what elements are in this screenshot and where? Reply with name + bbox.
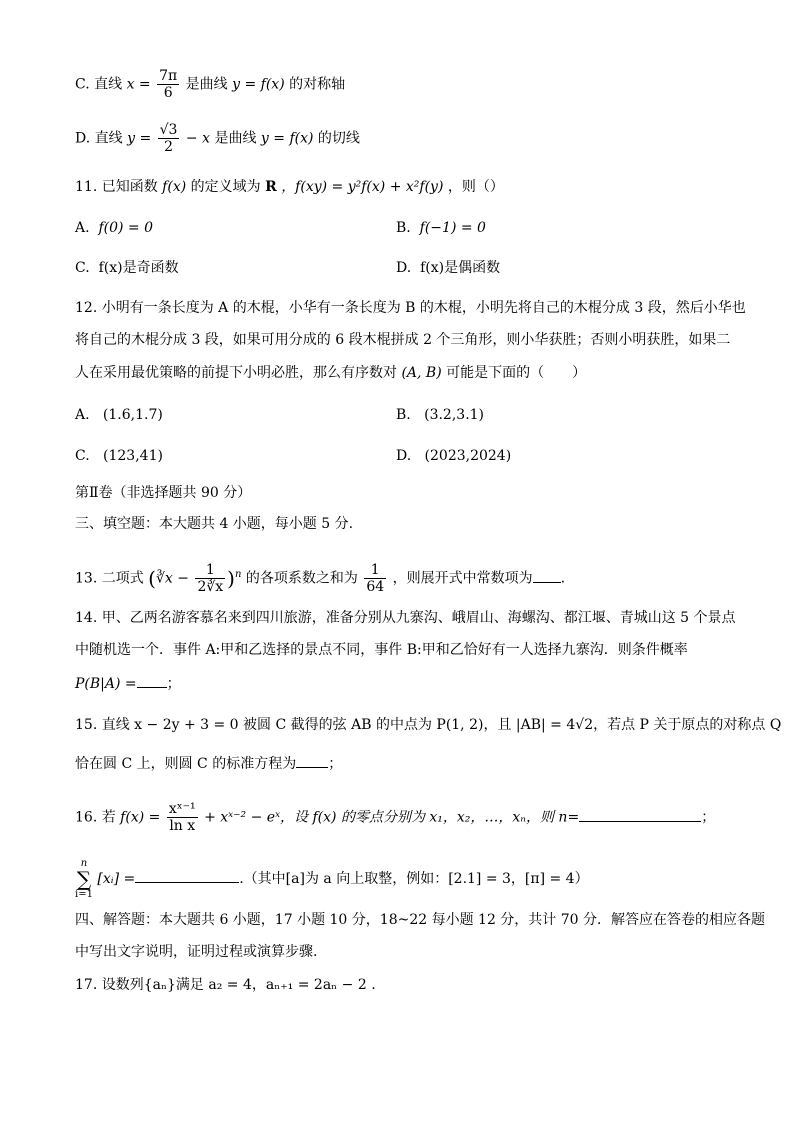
- math-expr: P(B|A) =: [75, 676, 137, 692]
- q14-line1: 14. 甲、乙两名游客慕名来到四川旅游，准备分别从九寨沟、峨眉山、海螺沟、都江堰、青城山这 5 个景点: [75, 610, 736, 626]
- denominator: ln x: [169, 818, 196, 834]
- q16-line2: [75, 858, 589, 900]
- q12-stem-line3: [75, 363, 586, 383]
- stem-text: ；: [328, 756, 343, 772]
- fraction-7pi-6: [157, 68, 179, 101]
- q12-option-c: [75, 446, 163, 466]
- option-label: B.: [396, 220, 411, 236]
- stem-text: 已知函数: [101, 179, 158, 195]
- stem-text: 的各项系数之和为: [245, 570, 358, 587]
- section4-line2: 中写出文字说明，证明过程或演算步骤.: [75, 944, 318, 960]
- numerator: xˣ⁻¹: [168, 801, 196, 817]
- answer-blank-n[interactable]: [579, 809, 701, 822]
- section4-line1: 四、解答题：本大题共 6 小题，17 小题 10 分，18~22 每小题 12 分，共计 70 分．解答应在答卷的相应各题: [75, 912, 766, 928]
- option-label: D.: [75, 130, 91, 147]
- stem-text: ；: [166, 676, 181, 692]
- option-label: D.: [396, 260, 412, 276]
- q10-option-c: [75, 68, 345, 101]
- stem-text: 可能是下面的（ ）: [446, 365, 587, 381]
- q13: [75, 562, 565, 595]
- q15-line1: 15. 直线 x − 2y + 3 = 0 被圆 C 截得的弦 AB 的中点为 P(1, 2)，且 |AB| = 4√2，若点 P 关于原点的对称点 Q: [75, 717, 782, 733]
- stem-text: ，则展开式中常数项为: [392, 570, 533, 587]
- stem-text: 恰在圆 C 上，则圆 C 的标准方程为: [75, 756, 297, 772]
- math-expr: x =: [126, 76, 151, 93]
- fraction-sqrt3-2: [158, 122, 180, 155]
- q14-line2: 中随机选一个．事件 A:甲和乙选择的景点不同，事件 B:甲和乙恰好有一人选择九寨沟．则条件概率: [75, 642, 688, 658]
- numerator: 1: [195, 562, 225, 579]
- q10-option-d: [75, 122, 360, 155]
- option-text: 是曲线: [185, 76, 228, 93]
- denominator: 6: [163, 85, 173, 101]
- option-text: f(0) = 0: [98, 220, 154, 236]
- q17: 17. 设数列{aₙ}满足 a₂ = 4，aₙ₊₁ = 2aₙ − 2 .: [75, 977, 376, 993]
- option-text: (1.6,1.7): [102, 407, 163, 423]
- exponent: n: [234, 568, 242, 580]
- option-text: (2023,2024): [424, 448, 512, 464]
- stem-text: .: [560, 570, 566, 587]
- question-number: 13. 二项式: [75, 570, 144, 587]
- math-expr: − x: [185, 130, 210, 147]
- math-expr: y =: [127, 130, 152, 147]
- question-number: 11.: [75, 179, 98, 195]
- option-label: C.: [75, 260, 90, 276]
- math-expr: y = f(x): [260, 130, 314, 147]
- option-label: A.: [75, 407, 90, 423]
- numerator: 7π: [159, 68, 178, 84]
- option-text: 是曲线: [214, 130, 257, 147]
- math-expr: [xᵢ] =: [97, 871, 136, 887]
- fraction-1-64: [364, 562, 386, 595]
- option-text: 直线: [94, 76, 123, 93]
- answer-blank[interactable]: [533, 570, 561, 583]
- answer-blank-sum[interactable]: [135, 870, 239, 883]
- option-text: (123,41): [103, 448, 163, 464]
- stem-text: ；: [701, 809, 716, 826]
- sum-lower-limit: i=1: [75, 889, 93, 900]
- q11-option-c: [75, 258, 179, 278]
- math-expr: y = f(x): [232, 76, 285, 93]
- denominator: 64: [366, 579, 385, 595]
- stem-text: 人在采用最优策略的前提下小明必胜，那么有序数对: [75, 365, 397, 381]
- q12-stem-line1: 12. 小明有一条长度为 A 的木棍，小华有一条长度为 B 的木棍，小明先将自己的木棍分成 3 段，然后小华也: [75, 300, 746, 316]
- close-paren: ): [227, 566, 235, 591]
- option-label: B.: [396, 407, 411, 423]
- q15-line2: [75, 754, 342, 774]
- math-expr: + xˣ⁻² − eˣ，设 f(x) 的零点分别为 x₁，x₂，…，xₙ，则 n=: [204, 809, 580, 826]
- q12-option-b: [396, 405, 484, 425]
- section3-title: 三、填空题：本大题共 4 小题，每小题 5 分.: [75, 516, 354, 532]
- summation-sign: [75, 858, 93, 900]
- option-text: 的对称轴: [289, 76, 346, 93]
- option-label: A.: [75, 220, 90, 236]
- option-label: C.: [75, 76, 90, 93]
- denominator: 2: [164, 139, 174, 155]
- section2-title: 第Ⅱ卷（非选择题共 90 分）: [75, 485, 252, 501]
- option-text: f(−1) = 0: [419, 220, 486, 236]
- numerator: 1: [364, 562, 386, 579]
- q11-option-b: [396, 218, 486, 238]
- stem-text: 的定义域为: [190, 179, 261, 195]
- option-text: 的切线: [317, 130, 360, 147]
- option-text: 直线: [94, 130, 123, 147]
- fraction-x-pow-over-lnx: [167, 801, 198, 834]
- question-number: 16. 若: [75, 809, 116, 826]
- q12-option-d: [396, 446, 511, 466]
- answer-blank[interactable]: [296, 755, 328, 768]
- math-expr: ，f(xy) = y²f(x) + x²f(y): [281, 179, 444, 195]
- q11-stem: [75, 177, 504, 197]
- math-expr: ∛x −: [155, 570, 189, 587]
- numerator: √3: [159, 122, 178, 138]
- q11-option-a: [75, 218, 153, 238]
- open-paren: (: [148, 566, 156, 591]
- math-expr: f(x): [162, 179, 187, 195]
- q11-option-d: [396, 258, 500, 278]
- math-expr: R: [265, 179, 277, 195]
- option-text: f(x)是奇函数: [98, 260, 179, 276]
- stem-text: ，则（）: [447, 179, 504, 195]
- option-label: C.: [75, 448, 90, 464]
- q12-stem-line2: 将自己的木棍分成 3 段，如果可用分成的 6 段木棍拼成 2 个三角形，则小华获胜；否则小明获胜，如果二: [75, 332, 731, 348]
- denominator: 2∛x: [197, 579, 224, 595]
- stem-text: .（其中[a]为 a 向上取整，例如：[2.1] = 3，[π] = 4）: [239, 871, 589, 887]
- q12-option-a: [75, 405, 163, 425]
- option-text: f(x)是偶函数: [420, 260, 501, 276]
- q16-line1: [75, 801, 715, 834]
- math-expr: f(x) =: [120, 809, 161, 826]
- answer-blank[interactable]: [137, 675, 167, 688]
- q14-line3: [75, 674, 181, 694]
- sigma-symbol: ∑: [76, 867, 92, 891]
- option-text: (3.2,3.1): [424, 407, 485, 423]
- fraction-1-over-2cbrtx: [195, 562, 225, 595]
- math-expr: (A, B): [401, 365, 442, 381]
- option-label: D.: [396, 448, 412, 464]
- sum-upper-limit: n: [80, 858, 88, 869]
